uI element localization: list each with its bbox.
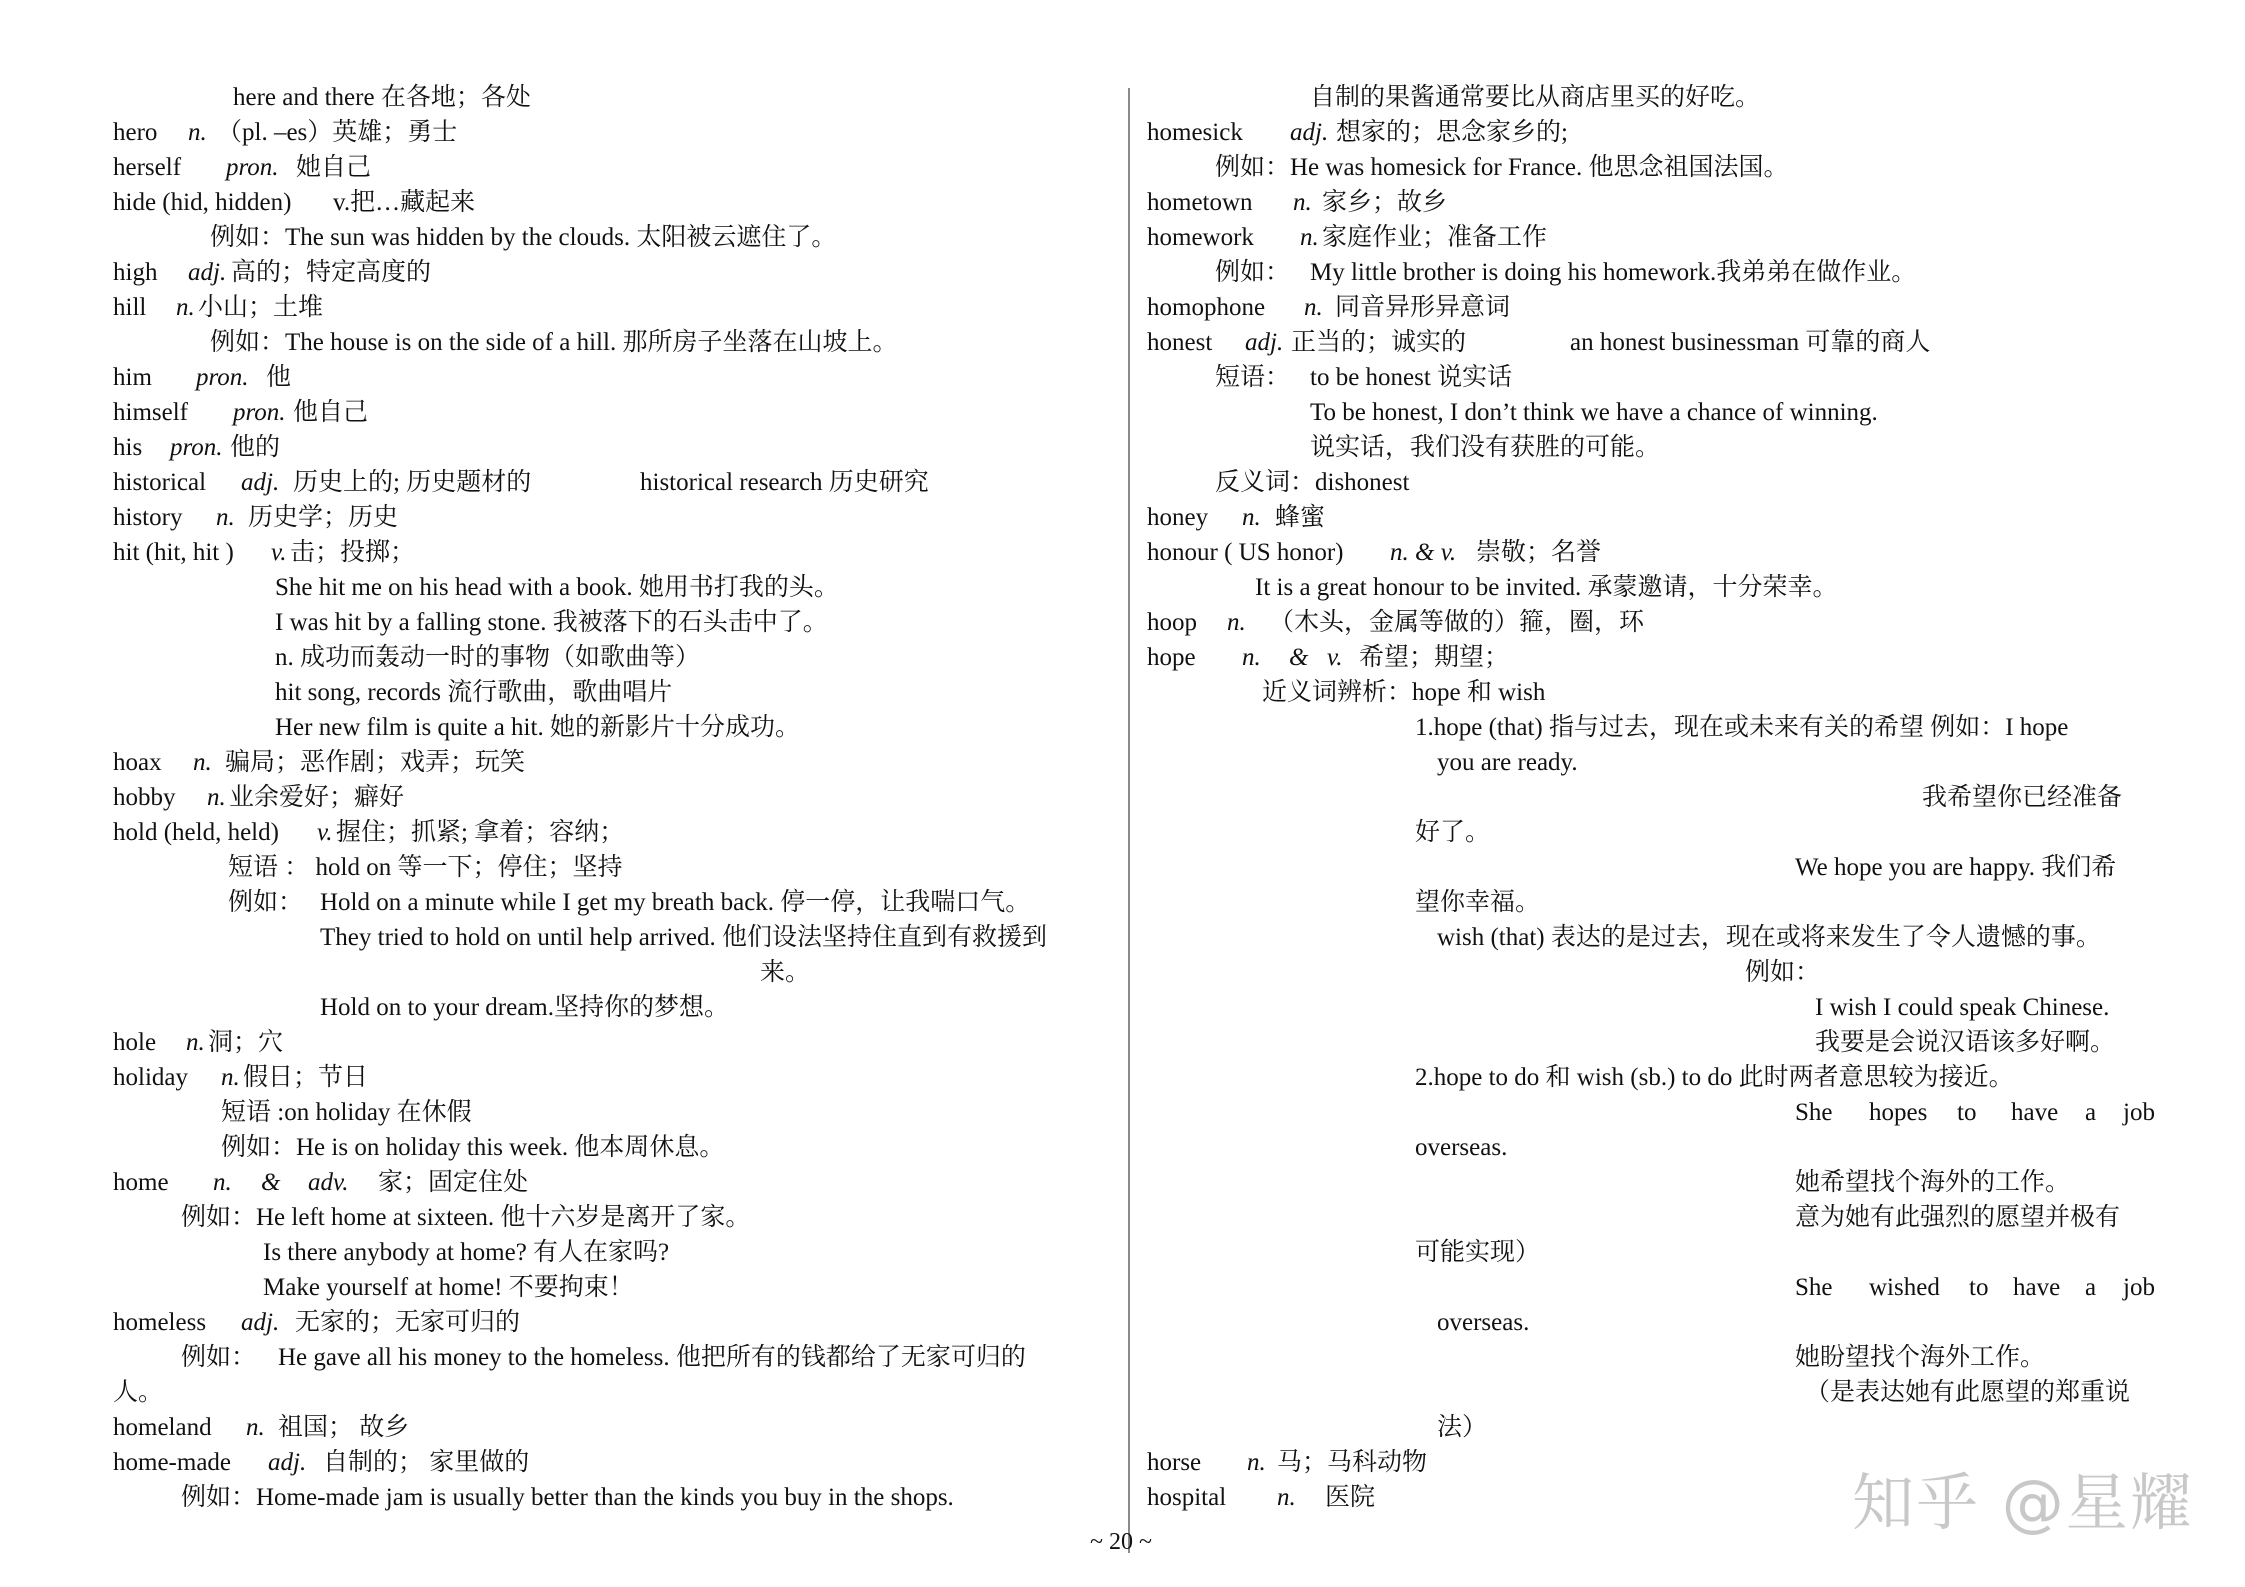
- part-of-speech: pron.: [233, 399, 286, 426]
- part-of-speech: v.: [1327, 644, 1343, 671]
- text-line: [113, 500, 1118, 535]
- text-line: [1147, 290, 2157, 325]
- text-line: [113, 1235, 1118, 1270]
- entry-text: 业余爱好；癖好: [229, 784, 405, 811]
- entry-text: He gave all his money to the homeless. 他把所有的钱都给了无家可归的: [278, 1344, 1026, 1371]
- entry-text: you are ready.: [1437, 749, 1578, 776]
- entry-text: We hope you are happy. 我们希: [1795, 854, 2117, 881]
- entry-text: hill: [113, 294, 147, 321]
- entry-text: job: [2123, 1274, 2155, 1301]
- entry-text: 她自己: [296, 154, 372, 181]
- part-of-speech: pron.: [196, 364, 249, 391]
- text-line: [113, 1130, 1118, 1165]
- entry-text: herself: [113, 154, 182, 181]
- text-line: [113, 640, 1118, 675]
- entry-text: 好了。: [1415, 819, 1491, 846]
- entry-text: job: [2123, 1099, 2155, 1126]
- entry-text: 她盼望找个海外工作。: [1795, 1344, 2046, 1371]
- part-of-speech: pron.: [170, 434, 223, 461]
- entry-text: have: [2011, 1099, 2059, 1126]
- entry-text: 他: [266, 364, 292, 391]
- entry-text: 短语 :on holiday 在休假: [221, 1099, 472, 1126]
- entry-text: 可能实现）: [1415, 1239, 1541, 1266]
- entry-text: 握住；抓紧; 拿着；容纳；: [336, 819, 625, 846]
- part-of-speech: n.: [221, 1064, 240, 1091]
- text-line: [1147, 1340, 2157, 1375]
- text-line: [1147, 955, 2157, 990]
- right-column: [1147, 80, 2157, 1515]
- text-line: [113, 1305, 1118, 1340]
- entry-text: Hold on a minute while I get my breath back. 停一停，让我喘口气。: [320, 889, 1031, 916]
- text-line: [1147, 1060, 2157, 1095]
- text-line: [1147, 570, 2157, 605]
- text-line: [113, 710, 1118, 745]
- entry-text: She: [1795, 1099, 1833, 1126]
- entry-text: 马；马科动物: [1277, 1449, 1428, 1476]
- text-line: [113, 395, 1118, 430]
- text-line: [1147, 115, 2157, 150]
- text-line: [1147, 990, 2157, 1025]
- entry-text: high: [113, 259, 158, 286]
- part-of-speech: v.: [271, 539, 287, 566]
- entry-text: 家；固定住处: [378, 1169, 529, 1196]
- text-line: [1147, 325, 2157, 360]
- entry-text: 正当的；诚实的: [1291, 329, 1467, 356]
- entry-text: hope: [1147, 644, 1196, 671]
- text-line: [1147, 1375, 2157, 1410]
- text-line: [1147, 920, 2157, 955]
- entry-text: hole: [113, 1029, 157, 1056]
- text-line: [113, 430, 1118, 465]
- entry-text: homework: [1147, 224, 1254, 251]
- entry-text: to: [1969, 1274, 1989, 1301]
- entry-text: 人。: [113, 1379, 164, 1406]
- entry-text: home-made: [113, 1449, 232, 1476]
- text-line: [113, 780, 1118, 815]
- entry-text: 医院: [1325, 1484, 1376, 1511]
- text-line: [1147, 640, 2157, 675]
- entry-text: his: [113, 434, 143, 461]
- entry-text: n. 成功而轰动一时的事物（如歌曲等）: [275, 644, 701, 671]
- entry-text: hometown: [1147, 189, 1253, 216]
- part-of-speech: adj.: [241, 469, 280, 496]
- text-line: [113, 325, 1118, 360]
- entry-text: hit (hit, hit ): [113, 539, 234, 566]
- entry-text: 说实话，我们没有获胜的可能。: [1310, 434, 1661, 461]
- text-line: [1147, 850, 2157, 885]
- text-line: [1147, 1410, 2157, 1445]
- entry-text: hospital: [1147, 1484, 1227, 1511]
- part-of-speech: n.: [193, 749, 212, 776]
- part-of-speech: &: [1289, 644, 1309, 671]
- entry-text: （是表达她有此愿望的郑重说: [1805, 1379, 2131, 1406]
- text-line: [1147, 500, 2157, 535]
- entry-text: 例如：: [1215, 259, 1291, 286]
- text-line: [1147, 745, 2157, 780]
- entry-text: hopes: [1869, 1099, 1928, 1126]
- entry-text: a: [2085, 1274, 2097, 1301]
- entry-text: 崇敬；名誉: [1476, 539, 1602, 566]
- column-divider: [1128, 88, 1130, 1553]
- entry-text: hold (held, held): [113, 819, 279, 846]
- part-of-speech: adj.: [188, 259, 227, 286]
- entry-text: 例如：He was homesick for France. 他思念祖国法国。: [1215, 154, 1789, 181]
- entry-text: 我要是会说汉语该多好啊。: [1815, 1029, 2116, 1056]
- entry-text: historical: [113, 469, 207, 496]
- part-of-speech: n.: [1247, 1449, 1266, 1476]
- entry-text: 例如：: [181, 1344, 257, 1371]
- text-line: [113, 1060, 1118, 1095]
- entry-text: home: [113, 1169, 169, 1196]
- entry-text: 反义词：dishonest: [1215, 469, 1410, 496]
- text-line: [113, 1410, 1118, 1445]
- text-line: [113, 255, 1118, 290]
- text-line: [113, 185, 1118, 220]
- entry-text: 历史学；历史: [248, 504, 399, 531]
- entry-text: overseas.: [1415, 1134, 1508, 1161]
- entry-text: （pl. –es）英雄；勇士: [217, 119, 458, 146]
- part-of-speech: n.: [1293, 189, 1312, 216]
- text-line: [1147, 150, 2157, 185]
- entry-text: holiday: [113, 1064, 188, 1091]
- entry-text: homesick: [1147, 119, 1243, 146]
- entry-text: 短语 ： hold on 等一下；停住；坚持: [228, 854, 623, 881]
- left-column: [113, 80, 1118, 1515]
- text-line: [113, 1025, 1118, 1060]
- part-of-speech: n.: [1227, 609, 1246, 636]
- part-of-speech: n.: [213, 1169, 232, 1196]
- entry-text: 无家的；无家可归的: [295, 1309, 521, 1336]
- text-line: [1147, 780, 2157, 815]
- entry-text: hobby: [113, 784, 176, 811]
- entry-text: I wish I could speak Chinese.: [1815, 994, 2110, 1021]
- entry-text: 小山；土堆: [198, 294, 324, 321]
- text-line: [1147, 1025, 2157, 1060]
- entry-text: 2.hope to do 和 wish (sb.) to do 此时两者意思较为接近。: [1415, 1064, 2014, 1091]
- entry-text: 我希望你已经准备: [1922, 784, 2123, 811]
- part-of-speech: n.: [1277, 1484, 1296, 1511]
- entry-text: 例如：Home-made jam is usually better than the kinds you buy in the shops.: [181, 1484, 954, 1511]
- entry-text: 想家的；思念家乡的;: [1336, 119, 1568, 146]
- text-line: [113, 535, 1118, 570]
- entry-text: homeland: [113, 1414, 212, 1441]
- text-line: [1147, 1270, 2157, 1305]
- part-of-speech: adv.: [308, 1169, 349, 1196]
- part-of-speech: n.: [188, 119, 207, 146]
- entry-text: 例如：: [1745, 959, 1821, 986]
- entry-text: 自制的果酱通常要比从商店里买的好吃。: [1310, 84, 1761, 111]
- text-line: [113, 80, 1118, 115]
- text-line: [113, 220, 1118, 255]
- text-line: [113, 1445, 1118, 1480]
- entry-text: to be honest 说实话: [1310, 364, 1513, 391]
- entry-text: 例如：: [228, 889, 304, 916]
- part-of-speech: n.: [216, 504, 235, 531]
- entry-text: It is a great honour to be invited. 承蒙邀请，十分荣幸。: [1255, 574, 1838, 601]
- text-line: [1147, 535, 2157, 570]
- entry-text: Hold on to your dream.坚持你的梦想。: [320, 994, 729, 1021]
- text-line: [1147, 675, 2157, 710]
- part-of-speech: n. & v.: [1390, 539, 1457, 566]
- page-number: ~ 20 ~: [1090, 1529, 1152, 1555]
- entry-text: horse: [1147, 1449, 1202, 1476]
- text-line: [113, 850, 1118, 885]
- entry-text: hoop: [1147, 609, 1197, 636]
- entry-text: She: [1795, 1274, 1833, 1301]
- entry-text: 高的；特定高度的: [231, 259, 432, 286]
- entry-text: himself: [113, 399, 188, 426]
- text-line: [1147, 255, 2157, 290]
- text-line: [1147, 1200, 2157, 1235]
- entry-text: 蜂蜜: [1275, 504, 1326, 531]
- entry-text: here and there 在各地；各处: [233, 84, 531, 111]
- entry-text: 意为她有此强烈的愿望并极有: [1795, 1204, 2121, 1231]
- entry-text: 家乡；故乡: [1322, 189, 1448, 216]
- entry-text: hit song, records 流行歌曲，歌曲唱片: [275, 679, 673, 706]
- text-line: [113, 465, 1118, 500]
- text-line: [1147, 430, 2157, 465]
- entry-text: （木头，金属等做的）箍，圈，环: [1269, 609, 1645, 636]
- entry-text: 例如：The sun was hidden by the clouds. 太阳被云遮住了。: [210, 224, 837, 251]
- part-of-speech: v.: [317, 819, 333, 846]
- entry-text: history: [113, 504, 183, 531]
- entry-text: 击；投掷；: [290, 539, 416, 566]
- entry-text: v.把…藏起来: [333, 189, 476, 216]
- text-line: [113, 290, 1118, 325]
- entry-text: 他的: [230, 434, 281, 461]
- entry-text: She hit me on his head with a book. 她用书打我的头。: [275, 574, 839, 601]
- part-of-speech: n.: [246, 1414, 265, 1441]
- entry-text: 自制的； 家里做的: [323, 1449, 530, 1476]
- text-line: [113, 570, 1118, 605]
- entry-text: him: [113, 364, 152, 391]
- entry-text: honey: [1147, 504, 1209, 531]
- text-line: [1147, 1095, 2157, 1130]
- entry-text: Make yourself at home! 不要拘束！: [263, 1274, 634, 1301]
- entry-text: 骗局；恶作剧；戏弄；玩笑: [225, 749, 526, 776]
- entry-text: an honest businessman 可靠的商人: [1570, 329, 1931, 356]
- entry-text: honour ( US honor): [1147, 539, 1344, 566]
- part-of-speech: adj.: [241, 1309, 280, 1336]
- part-of-speech: n.: [1304, 294, 1323, 321]
- text-line: [1147, 80, 2157, 115]
- entry-text: My little brother is doing his homework.我弟弟在做作业。: [1310, 259, 1917, 286]
- text-line: [1147, 465, 2157, 500]
- entry-text: They tried to hold on until help arrived. 他们设法坚持住直到有救援到: [320, 924, 1047, 951]
- entry-text: 1.hope (that) 指与过去，现在或未来有关的希望 例如：I hope: [1415, 714, 2069, 741]
- part-of-speech: n.: [207, 784, 226, 811]
- text-line: [113, 920, 1118, 955]
- text-line: [1147, 395, 2157, 430]
- entry-text: homeless: [113, 1309, 207, 1336]
- watermark: 知乎 @星耀: [1852, 1466, 2194, 1539]
- entry-text: hide (hid, hidden): [113, 189, 292, 216]
- entry-text: 来。: [760, 959, 811, 986]
- text-line: [113, 605, 1118, 640]
- entry-text: 望你幸福。: [1415, 889, 1541, 916]
- part-of-speech: adj.: [1245, 329, 1284, 356]
- text-line: [113, 955, 1118, 990]
- text-line: [113, 115, 1118, 150]
- text-line: [1147, 1130, 2157, 1165]
- entry-text: overseas.: [1437, 1309, 1530, 1336]
- text-line: [113, 1095, 1118, 1130]
- text-line: [1147, 710, 2157, 745]
- entry-text: 历史上的; 历史题材的: [293, 469, 532, 496]
- part-of-speech: n.: [176, 294, 195, 321]
- part-of-speech: adj.: [1290, 119, 1329, 146]
- entry-text: 假日；节日: [243, 1064, 369, 1091]
- text-line: [1147, 815, 2157, 850]
- entry-text: hero: [113, 119, 158, 146]
- text-line: [113, 1270, 1118, 1305]
- text-line: [1147, 1235, 2157, 1270]
- entry-text: homophone: [1147, 294, 1266, 321]
- part-of-speech: n.: [1242, 504, 1261, 531]
- entry-text: 短语：: [1215, 364, 1291, 391]
- entry-text: 例如：He left home at sixteen. 他十六岁是离开了家。: [181, 1204, 751, 1231]
- text-line: [113, 990, 1118, 1025]
- entry-text: hoax: [113, 749, 162, 776]
- text-line: [113, 1200, 1118, 1235]
- entry-text: Is there anybody at home? 有人在家吗?: [263, 1239, 670, 1266]
- entry-text: 希望；期望；: [1359, 644, 1510, 671]
- text-line: [1147, 185, 2157, 220]
- entry-text: have: [2013, 1274, 2061, 1301]
- entry-text: a: [2085, 1099, 2097, 1126]
- text-line: [113, 885, 1118, 920]
- text-line: [113, 745, 1118, 780]
- entry-text: to: [1957, 1099, 1977, 1126]
- entry-text: historical research 历史研究: [640, 469, 929, 496]
- entry-text: wished: [1869, 1274, 1940, 1301]
- entry-text: I was hit by a falling stone. 我被落下的石头击中了。: [275, 609, 828, 636]
- text-line: [1147, 605, 2157, 640]
- entry-text: 家庭作业；准备工作: [1322, 224, 1548, 251]
- entry-text: 他自己: [293, 399, 369, 426]
- entry-text: 近义词辨析：hope 和 wish: [1262, 679, 1546, 706]
- part-of-speech: n.: [186, 1029, 205, 1056]
- entry-text: 例如：The house is on the side of a hill. 那所房子坐落在山坡上。: [210, 329, 898, 356]
- entry-text: 洞；穴: [208, 1029, 284, 1056]
- entry-text: To be honest, I don’t think we have a chance of winning.: [1310, 399, 1878, 426]
- text-line: [113, 675, 1118, 710]
- text-line: [113, 1165, 1118, 1200]
- text-line: [113, 1375, 1118, 1410]
- entry-text: Her new film is quite a hit. 她的新影片十分成功。: [275, 714, 800, 741]
- entry-text: 同音异形异意词: [1335, 294, 1511, 321]
- entry-text: wish (that) 表达的是过去，现在或将来发生了令人遗憾的事。: [1437, 924, 2101, 951]
- part-of-speech: adj.: [268, 1449, 307, 1476]
- text-line: [1147, 1305, 2157, 1340]
- part-of-speech: n.: [1242, 644, 1261, 671]
- text-line: [1147, 1165, 2157, 1200]
- part-of-speech: &: [261, 1169, 281, 1196]
- entry-text: 例如：He is on holiday this week. 他本周休息。: [221, 1134, 725, 1161]
- entry-text: 祖国； 故乡: [278, 1414, 410, 1441]
- text-line: [113, 150, 1118, 185]
- text-line: [113, 360, 1118, 395]
- text-line: [1147, 220, 2157, 255]
- entry-text: honest: [1147, 329, 1213, 356]
- entry-text: 法）: [1437, 1414, 1488, 1441]
- part-of-speech: pron.: [226, 154, 279, 181]
- text-line: [113, 1480, 1118, 1515]
- text-line: [1147, 360, 2157, 395]
- text-line: [1147, 885, 2157, 920]
- text-line: [113, 1340, 1118, 1375]
- part-of-speech: n.: [1300, 224, 1319, 251]
- entry-text: 她希望找个海外的工作。: [1795, 1169, 2071, 1196]
- text-line: [113, 815, 1118, 850]
